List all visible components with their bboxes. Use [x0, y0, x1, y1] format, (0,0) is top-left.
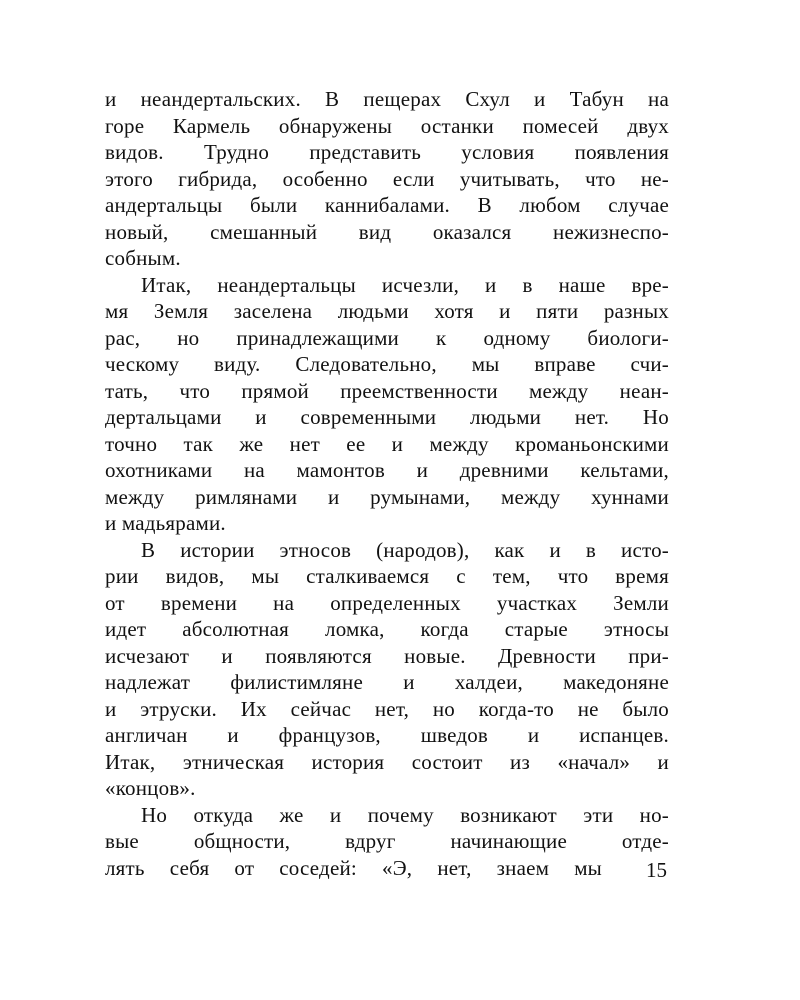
text-line: рас, но принадлежащими к одному биологи- — [105, 325, 669, 350]
text-line: горе Кармель обнаружены останки помесей двух — [105, 113, 669, 138]
text-line: новый, смешанный вид оказался нежизнеспо- — [105, 219, 669, 244]
text-line: В истории этносов (народов), как и в исто- — [141, 537, 669, 562]
text-line: рии видов, мы сталкиваемся с тем, что время — [105, 564, 669, 588]
text-line: видов. Трудно представить условия появления — [105, 140, 669, 164]
text-line: собным. — [105, 246, 181, 270]
text-line: этого гибрида, особенно если учитывать, что не- — [105, 166, 669, 191]
text-line: тать, что прямой преемственности между неан- — [105, 378, 669, 403]
text-line: и этруски. Их сейчас нет, но когда-то не было — [105, 696, 669, 721]
text-line: надлежат филистимляне и халдеи, македоняне — [105, 670, 669, 694]
text-line: идет абсолютная ломка, когда старые этносы — [105, 617, 669, 641]
text-line: дертальцами и современными людьми нет. Но — [105, 405, 669, 429]
text-line: и неандертальских. В пещерах Схул и Табун на — [105, 87, 669, 111]
text-line: мя Земля заселена людьми хотя и пяти разных — [105, 299, 669, 323]
text-line: и мадьярами. — [105, 511, 226, 535]
text-line: охотниками на мамонтов и древними кельтами, — [105, 458, 669, 482]
text-line: Но откуда же и почему возникают эти но- — [141, 802, 669, 827]
text-line: ческому виду. Следовательно, мы вправе счи- — [105, 352, 669, 376]
text-line: вые общности, вдруг начинающие отде- — [105, 829, 669, 853]
book-page — [105, 86, 669, 881]
text-line: «концов». — [105, 776, 196, 800]
text-line: от времени на определенных участках Земли — [105, 590, 669, 615]
text-line: англичан и французов, шведов и испанцев. — [105, 723, 669, 747]
text-line-final: лять себя от соседей: «Э, нет, знаем мы — [105, 855, 602, 880]
text-line: Итак, неандертальцы исчезли, и в наше вре- — [141, 272, 669, 297]
text-line: между римлянами и румынами, между хуннами — [105, 484, 669, 509]
text-line: точно так же нет ее и между кроманьонскими — [105, 431, 669, 456]
page-number: 15 — [646, 858, 667, 882]
text-line: Итак, этническая история состоит из «начал» и — [105, 749, 669, 774]
text-line: исчезают и появляются новые. Древности при- — [105, 643, 669, 668]
text-line: андертальцы были каннибалами. В любом случае — [105, 193, 669, 217]
